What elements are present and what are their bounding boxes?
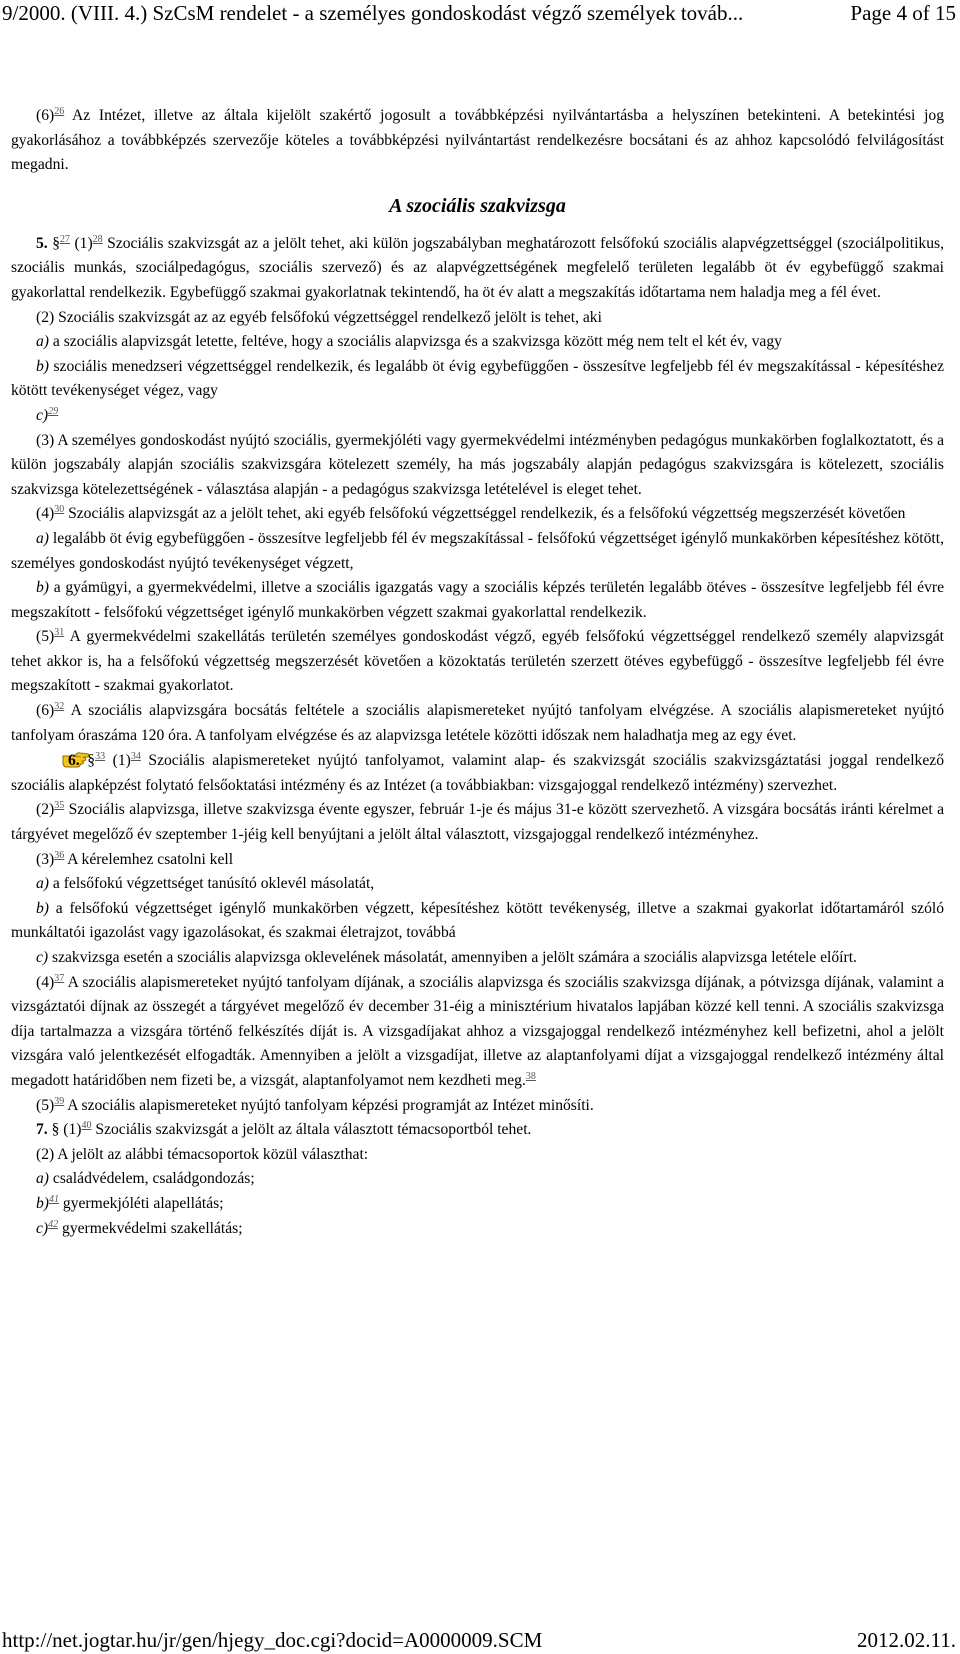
subsection-number: (5) (36, 1096, 55, 1114)
source-url: http://net.jogtar.hu/jr/gen/hjegy_doc.cgi?docid=A0000009.SCM (2, 1628, 543, 1652)
list-text: a felsőfokú végzettséget igénylő munkakörben végzett, képesítéshez kötött tevékenység, illetve a szakmai gyakorlat időtartamáról szóló munkáltatói igazolást vagy igazolásokat, és szakmai életrajzot, továbbá (11, 899, 944, 942)
list-marker: a) (36, 1170, 49, 1188)
footnote-link[interactable]: 30 (54, 504, 65, 516)
footnote-link[interactable]: 39 (54, 1095, 65, 1107)
section-number: 7. (36, 1121, 48, 1139)
footnote-link[interactable]: 42 (48, 1218, 59, 1230)
section-5-2-c (11, 404, 944, 429)
footnote-link[interactable]: 38 (525, 1070, 536, 1082)
list-text: a felsőfokú végzettséget tanúsító oklevél másolatát, (49, 875, 375, 893)
footnote-link[interactable]: 41 (49, 1193, 59, 1205)
document-title: 9/2000. (VIII. 4.) SzCsM rendelet - a személyes gondoskodást végző személyek továb... (2, 1, 744, 25)
footnote-link[interactable]: 37 (54, 972, 65, 984)
section-5-4-a (11, 527, 944, 576)
subsection-number: (1) (69, 234, 93, 252)
paragraph-text: Szociális alapvizsgát az a jelölt tehet, aki egyéb felsőfokú végzettséggel rendelkezik, és a felsőfokú végzettség megszerzését követően (64, 505, 906, 523)
paragraph-text: A gyermekvédelmi szakellátás területén személyes gondoskodást végző, egyéb felsőfokú végzettséggel rendelkező személy alapvizsgát tehet akkor is, ha a felsőfokú végzettség megszerzését követően a közoktatás területén szerzett ötéves egybefüggő - összesítve legfeljebb fél évre megszakított - szakmai gyakorlatot. (11, 628, 944, 695)
list-text: a gyámügyi, a gyermekvédelmi, illetve a szociális igazgatás vagy a szociális képzés területén legalább ötéves - összesítve legfeljebb fél évre megszakított - felsőfokú végzettséget igénylő munkakörben végzett szakmai gyakorlattal rendelkezik. (11, 579, 944, 621)
paragraph-text: A szociális alapvizsgára bocsátás feltétele a szociális alapismereteket nyújtó tanfolyam elvégzése. A szociális alapismereteket nyújtó tanfolyam óraszáma 120 óra. A tanfolyam elvégzése és az alapvizsga letétele közötti időszak nem haladhatja meg az egy évet. (11, 702, 944, 744)
section-6-5 (11, 1094, 944, 1119)
subsection-number: (6) (36, 702, 55, 720)
list-marker: b) (36, 899, 49, 917)
paragraph-6 (11, 104, 944, 178)
list-marker: a) (36, 333, 49, 351)
section-5-2-a (11, 330, 944, 355)
list-text: gyermekvédelmi szakellátás; (58, 1219, 243, 1237)
subsection-number: (3) (36, 850, 55, 868)
subsection-number: (4) (36, 973, 55, 991)
paragraph-text: Az Intézet, illetve az általa kijelölt szakértő jogosult a továbbképzési nyilvántartásba a helyszínen betekinteni. A betekintési jog gyakorlásához a továbbképzés szervezője köteles a továbbképzési nyilvántartást rendelkezésre bocsátani és az ahhoz kapcsolódó felvilágosítást megadni. (11, 107, 944, 174)
section-7-1 (11, 1118, 944, 1143)
paragraph-text: Szociális alapismereteket nyújtó tanfolyamot, valamint alap- és szakvizsgát szociális szakvizsgáztatási joggal rendelkező szociális alapképzést folytató felsőoktatási intézmény és az Intézet (a továbbiakban: vizsgajoggal rendelkező intézmény) szervezhet. (11, 752, 944, 794)
section-7-2: (2) A jelölt az alábbi témacsoportok közül választhat: (36, 1145, 369, 1163)
footnote-link[interactable]: 26 (54, 106, 65, 117)
section-6-4 (11, 971, 944, 1094)
list-marker: b) (36, 1194, 49, 1212)
section-sign: § (47, 234, 60, 252)
section-5-6 (11, 699, 944, 748)
section-number: 5. (36, 234, 48, 252)
list-marker: c) (36, 406, 49, 424)
list-text: a szociális alapvizsgát letette, feltéve, hogy a szociális alapvizsga és a szakvizsga között még nem telt el két év, vagy (49, 333, 782, 351)
list-text: szociális menedzseri végzettséggel rendelkezik, és legalább öt évig egybefüggően - összesítve legfeljebb fél év megszakítással - képesítéshez kötött tevékenységet végez, vagy (11, 357, 944, 400)
section-6-2 (11, 798, 944, 847)
footnote-link[interactable]: 35 (54, 800, 65, 812)
section-6-1 (11, 748, 944, 798)
list-marker: b) (36, 357, 49, 375)
print-date: 2012.02.11. (857, 1628, 956, 1652)
section-sign: § (79, 752, 96, 770)
section-5-5 (11, 625, 944, 699)
section-6-3-a (11, 872, 944, 897)
subsection-number: (1) (105, 752, 131, 770)
section-5-2-b (11, 355, 944, 404)
footnote-link[interactable]: 33 (95, 751, 106, 763)
document-body (11, 104, 944, 1241)
footnote-link[interactable]: 28 (92, 233, 103, 245)
footnote-link[interactable]: 34 (130, 751, 141, 763)
list-text: gyermekjóléti alapellátás; (59, 1194, 224, 1212)
section-5-1 (11, 232, 944, 306)
footnote-link[interactable]: 27 (59, 233, 70, 245)
section-number: 6. (68, 752, 80, 770)
footnote-link[interactable]: 40 (81, 1120, 92, 1132)
section-5-3: (3) A személyes gondoskodást nyújtó szociális, gyermekjóléti vagy gyermekvédelmi intézményben pedagógus munkakörben foglalkoztatott, és a külön jogszabály alapján szociális szakvizsgára kötelezett személy, ha más jogszabály alapján pedagógus szakvizsgára is kötelezett, szociális szakvizsga kötelezettségének - választása alapján - a pedagógus szakvizsga letételével is eleget tehet. (11, 431, 944, 498)
footnote-link[interactable]: 32 (54, 701, 65, 713)
section-5-4 (11, 502, 944, 527)
section-6-3-b (11, 897, 944, 946)
footnote-link[interactable]: 36 (54, 849, 65, 861)
subsection-number: (4) (36, 505, 55, 523)
pointing-hand-icon[interactable] (36, 748, 66, 768)
page-header (0, 0, 960, 26)
subsection-number: (6) (36, 107, 55, 124)
section-sign: § (47, 1121, 60, 1139)
subsection-number: (5) (36, 628, 55, 646)
list-marker: b) (36, 579, 49, 597)
list-text: legalább öt évig egybefüggően - összesítve legfeljebb fél év megszakítással - felsőfokú végzettséget igénylő munkakörben képesítéshez kötött, személyes gondoskodást nyújtó tevékenységet végzett, (11, 529, 944, 572)
paragraph-text: Szociális szakvizsgát az a jelölt tehet, aki külön jogszabályban meghatározott felsőfokú szociális alapvégzettséggel (szociálpolitikus, szociális munkás, szociálpedagógus, szociális szervező) és az alapvégzettségének megfelelő területen legalább öt év egybefüggő szakmai gyakorlattal rendelkezik. Egybefüggő szakmai gyakorlatnak tekintendő, ha öt év alatt a megszakítás időtartama nem haladja meg a fél évet. (11, 234, 944, 301)
list-marker: a) (36, 529, 49, 547)
list-text: családvédelem, családgondozás; (49, 1170, 255, 1188)
paragraph-text: Szociális szakvizsgát a jelölt az általa választott témacsoportból tehet. (91, 1121, 532, 1139)
subsection-number: (2) (36, 801, 55, 819)
section-6-3 (11, 848, 944, 873)
page-indicator: Page 4 of 15 (850, 1, 956, 25)
section-title: A szociális szakvizsga (389, 194, 566, 217)
list-marker: a) (36, 875, 49, 893)
section-5-4-b (11, 576, 944, 625)
paragraph-text: A szociális alapismereteket nyújtó tanfolyam képzési programját az Intézet minősíti. (64, 1096, 594, 1114)
paragraph-text: A kérelemhez csatolni kell (64, 850, 234, 868)
paragraph-text: Szociális alapvizsga, illetve szakvizsga évente egyszer, február 1-je és május 31-e között szervezhető. A vizsgára bocsátás iránti kérelmet a tárgyévet megelőző év szeptember 1-jéig kell benyújtani a jelölt által választott, vizsgajoggal rendelkező intézményhez. (11, 801, 944, 844)
footnote-link[interactable]: 31 (54, 627, 65, 639)
section-7-2-a (11, 1167, 944, 1192)
section-5-2: (2) Szociális szakvizsgát az az egyéb felsőfokú végzettséggel rendelkező jelölt is tehet, aki (36, 308, 602, 326)
section-7-2-b (11, 1192, 944, 1217)
list-text: szakvizsga esetén a szociális alapvizsga oklevelének másolatát, amennyiben a jelölt számára a szociális alapvizsga letétele előírt. (48, 949, 857, 966)
footnote-link[interactable]: 29 (48, 405, 59, 417)
section-6-3-c (11, 946, 944, 971)
paragraph-text: A szociális alapismereteket nyújtó tanfolyam díjának, a szociális alapvizsga és szociális szakvizsga díjának, a pótvizsga díjának, valamint a vizsgáztatói díjnak az összegét a tárgyévet megelőző év december 31-éig a minisztérium hivatalos lapjában közzé kell tenni. A szociális szakvizsga díja tartalmazza a vizsgára történő felkészítés díját is. A vizsgadíjakat ahhoz a vizsgajoggal rendelkező intézményhez kell befizetni, ahol a jelölt vizsgára való jelentkezését elfogadták. Amennyiben a jelölt a vizsgadíjat, illetve az alaptanfolyami díjat a vizsgajoggal rendelkező intézmény által megadott határidőben nem fizeti be, a vizsgát, alaptanfolyamot nem kezdheti meg. (11, 973, 944, 1089)
list-marker: c) (36, 1219, 49, 1237)
page-footer (0, 1626, 960, 1654)
subsection-number: (1) (59, 1121, 82, 1139)
list-marker: c) (36, 949, 49, 966)
section-7-2-c (11, 1217, 944, 1242)
